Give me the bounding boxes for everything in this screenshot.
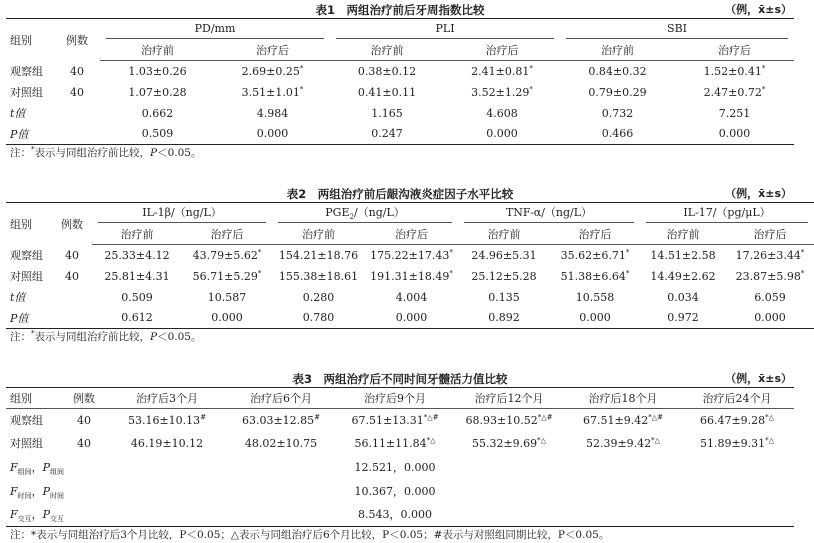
table-1 — [6, 2, 794, 161]
data-cell — [182, 308, 272, 329]
cell-value: 154.21±18.76 — [278, 248, 359, 262]
stats-value: 12.521，0.000 — [354, 460, 436, 474]
cell-value: 1.07±0.28 — [128, 85, 187, 99]
significance-mark: * — [449, 268, 453, 277]
significance-mark: * — [529, 84, 533, 93]
col-n-header: 例数 — [58, 388, 110, 409]
cell-value: 0.466 — [601, 127, 634, 141]
row-label: 对照组 — [10, 270, 43, 283]
subheader-cell: 治疗后 — [182, 224, 272, 245]
row-label: 观察组 — [10, 414, 43, 428]
cell-value: 0.780 — [302, 311, 335, 325]
cell-value: 67.51±9.42 — [583, 413, 649, 427]
data-cell — [444, 103, 560, 124]
stats-row — [6, 455, 794, 479]
subheader-cell: 治疗前 — [100, 40, 215, 61]
cell-value: 3.51±1.01 — [241, 85, 300, 99]
cell-value: 0.280 — [302, 290, 335, 304]
row-n — [54, 103, 100, 124]
group-header — [92, 203, 272, 224]
stat-p: P — [42, 508, 51, 522]
stats-empty — [452, 455, 794, 479]
cell-value: 0.509 — [121, 290, 153, 304]
stats-empty — [224, 479, 338, 503]
header-row — [6, 19, 794, 40]
significance-mark: *△ — [651, 435, 661, 444]
table-row — [6, 124, 794, 145]
cell-value: 175.22±17.43 — [370, 248, 450, 262]
cell-value: 0.662 — [141, 106, 174, 120]
subheader-cell: 治疗前 — [560, 40, 675, 61]
group-header-label: IL-1β/（ng/L） — [98, 203, 266, 223]
data-cell — [330, 103, 444, 124]
subheader-cell: 治疗后 — [726, 224, 814, 245]
data-cell — [100, 103, 215, 124]
data-cell — [675, 61, 794, 82]
data-cell — [560, 82, 675, 103]
cell-value: 43.79±5.62 — [192, 248, 258, 262]
stat-sep: ， — [31, 508, 43, 522]
significance-mark: * — [449, 248, 453, 257]
row-label: P值 — [6, 308, 52, 329]
data-cell — [566, 409, 680, 432]
data-cell — [100, 124, 215, 145]
significance-mark: * — [257, 248, 262, 257]
data-cell — [640, 245, 726, 266]
cell-value: 0.000 — [579, 311, 611, 325]
subheader-cell: 治疗前 — [330, 40, 444, 61]
row-n: 40 — [65, 248, 79, 262]
data-cell — [640, 266, 726, 287]
stat-f-sub: 时间 — [17, 491, 32, 500]
data-cell — [452, 432, 566, 455]
table-row — [6, 245, 814, 266]
group-header-label: PLI — [336, 19, 554, 39]
stat-f: F — [10, 484, 18, 498]
cell-value: 191.31±18.49 — [370, 269, 450, 283]
data-cell — [726, 308, 814, 329]
data-cell — [182, 245, 272, 266]
cell-value: 0.000 — [211, 311, 243, 325]
significance-mark: *△ — [765, 435, 775, 444]
stats-empty — [452, 503, 794, 527]
subheader-cell: 治疗后 — [444, 40, 560, 61]
row-label: 对照组 — [10, 437, 43, 450]
cell-value: 1.165 — [371, 106, 403, 120]
stat-p: P — [42, 460, 51, 474]
cell-value: 0.000 — [718, 127, 751, 141]
significance-mark: *△# — [648, 413, 663, 422]
group-header — [100, 19, 330, 40]
significance-mark: *△# — [423, 413, 439, 422]
group-header — [560, 19, 794, 40]
col-n-header: 例数 — [52, 203, 92, 245]
stat-f: F — [10, 460, 18, 474]
group-header: $PGE_2/(ng/L)$ — [272, 203, 458, 224]
stats-value: 10.367，0.000 — [354, 484, 436, 498]
cell-value: 17.26±3.44 — [735, 248, 801, 262]
cell-value: 0.892 — [488, 311, 520, 325]
cell-value: 0.972 — [667, 311, 699, 325]
data-cell — [182, 266, 272, 287]
significance-mark: *△ — [426, 435, 436, 444]
cell-value: 0.612 — [121, 311, 153, 325]
cell-value: 0.135 — [488, 290, 520, 304]
significance-mark: * — [761, 64, 766, 73]
data-cell — [680, 432, 794, 455]
subheader-cell: 治疗后6个月 — [224, 388, 338, 409]
data-cell — [444, 124, 560, 145]
row-n: 40 — [65, 269, 79, 283]
subheader-cell: 治疗前 — [92, 224, 182, 245]
table-row — [6, 61, 794, 82]
significance-mark: # — [200, 413, 207, 422]
table-row — [6, 103, 794, 124]
data-cell — [272, 308, 365, 329]
cell-value: 51.89±9.31 — [699, 436, 766, 450]
data-cell — [458, 245, 550, 266]
header-row — [6, 203, 814, 224]
data-cell — [100, 82, 215, 103]
table-2 — [6, 186, 805, 345]
data-cell — [550, 308, 640, 329]
subheader-cell: 治疗后 — [675, 40, 794, 61]
cell-value: 53.16±10.13 — [127, 413, 201, 427]
data-cell — [365, 287, 458, 308]
col-group-header: 组别 — [6, 388, 58, 409]
significance-mark: * — [257, 268, 262, 277]
data-cell — [338, 409, 452, 432]
row-label: 对照组 — [10, 86, 43, 99]
group-header — [458, 203, 640, 224]
significance-mark: *△ — [765, 413, 775, 422]
data-cell — [640, 287, 726, 308]
data-cell — [272, 266, 365, 287]
group-header-label: PD/mm — [106, 19, 324, 39]
data-cell — [224, 409, 338, 432]
table-row — [6, 409, 794, 432]
cell-value: 0.84±0.32 — [588, 64, 647, 78]
col-group-header: 组别 — [6, 203, 52, 245]
data-cell — [444, 82, 560, 103]
subheader-cell: 治疗后3个月 — [110, 388, 224, 409]
cell-value: 155.38±18.61 — [278, 269, 359, 283]
row-n: 40 — [77, 413, 91, 427]
data-cell — [92, 245, 182, 266]
cell-value: 7.251 — [718, 106, 751, 120]
table-1-grid — [6, 18, 794, 145]
cell-value: 66.47±9.28 — [699, 413, 766, 427]
data-cell — [330, 124, 444, 145]
data-cell — [365, 266, 458, 287]
data-cell — [458, 287, 550, 308]
cell-value: 0.247 — [371, 127, 403, 141]
data-cell — [550, 287, 640, 308]
cell-value: 6.059 — [754, 290, 786, 304]
data-cell — [215, 103, 330, 124]
data-cell — [458, 308, 550, 329]
subheader-cell: 治疗后 — [365, 224, 458, 245]
cell-value: 56.11±11.84 — [354, 436, 427, 450]
data-cell — [726, 266, 814, 287]
data-cell — [100, 61, 215, 82]
cell-value: 0.034 — [667, 290, 699, 304]
table-2-title: 表2 两组治疗前后龈沟液炎症因子水平比较 （例，x̄±s） — [286, 187, 792, 201]
stats-label — [6, 455, 224, 479]
data-cell — [272, 287, 365, 308]
cell-value: 1.52±0.41 — [703, 64, 762, 78]
group-header-label: TNF-α/（ng/L） — [464, 203, 634, 223]
table-1-title: 表1 两组治疗前后牙周指数比较 （例，x̄±s） — [315, 3, 792, 17]
cell-value: 0.41±0.11 — [357, 85, 417, 99]
cell-value: 35.62±6.71 — [560, 248, 626, 262]
subheader-row — [6, 224, 814, 245]
stat-sep: ， — [31, 460, 43, 474]
cell-value: 0.000 — [486, 127, 518, 141]
row-n: 40 — [77, 436, 91, 450]
group-header — [330, 19, 560, 40]
subheader-cell: 治疗后 — [215, 40, 330, 61]
stats-empty — [224, 503, 338, 527]
cell-value: 0.38±0.12 — [357, 64, 417, 78]
cell-value: 46.19±10.12 — [130, 436, 204, 450]
row-n — [54, 124, 100, 145]
data-cell — [92, 266, 182, 287]
significance-mark: * — [800, 268, 805, 277]
stats-empty — [224, 455, 338, 479]
subheader-cell: 治疗后12个月 — [452, 388, 566, 409]
table-3-title: 表3 两组治疗后不同时间牙髓活力值比较 （例，x̄±s） — [292, 372, 792, 386]
cell-value: 1.03±0.26 — [128, 64, 187, 78]
group-header — [640, 203, 814, 224]
cell-value: 14.51±2.58 — [650, 248, 716, 262]
significance-mark: * — [800, 248, 805, 257]
stats-row — [6, 503, 794, 527]
data-cell — [726, 245, 814, 266]
cell-value: 51.38±6.64 — [560, 269, 626, 283]
cell-value: 2.47±0.72 — [703, 85, 762, 99]
data-cell — [444, 61, 560, 82]
table-row — [6, 82, 794, 103]
table-2-grid — [6, 202, 814, 329]
data-cell — [215, 82, 330, 103]
stats-label — [6, 479, 224, 503]
stat-f: F — [10, 508, 18, 522]
subheader-cell: 治疗前 — [272, 224, 365, 245]
significance-mark: * — [761, 84, 766, 93]
cell-value: 23.87±5.98 — [735, 269, 801, 283]
cell-value: 55.32±9.69 — [471, 436, 538, 450]
data-cell — [365, 245, 458, 266]
subheader-cell: 治疗前 — [458, 224, 550, 245]
row-n — [52, 287, 92, 308]
row-label: 观察组 — [10, 249, 43, 262]
subheader-cell: 治疗前 — [640, 224, 726, 245]
data-cell — [110, 409, 224, 432]
significance-mark: *△# — [537, 413, 553, 422]
row-label: t值 — [10, 291, 26, 304]
row-n — [52, 308, 92, 329]
row-label: P值 — [6, 124, 54, 145]
data-cell — [550, 245, 640, 266]
stat-p-sub: 组间 — [50, 467, 65, 476]
stats-label — [6, 503, 224, 527]
col-group-header: 组别 — [6, 19, 54, 61]
table-3-note: 注：*表示与同组治疗后3个月比较，P＜0.05；△表示与同组治疗后6个月比较，P＜0.05；#表示与对照组同期比较，P＜0.05。 — [10, 529, 610, 541]
cell-value: 63.03±12.85 — [241, 413, 315, 427]
subheader-row — [6, 40, 794, 61]
cell-value: 67.51±13.31 — [351, 413, 424, 427]
table-row — [6, 287, 814, 308]
data-cell — [726, 287, 814, 308]
cell-value: 14.49±2.62 — [650, 269, 716, 283]
cell-value: 0.000 — [395, 311, 428, 325]
cell-value: 24.96±5.31 — [471, 248, 537, 262]
table-row — [6, 308, 814, 329]
row-n: 40 — [70, 64, 84, 78]
data-cell — [566, 432, 680, 455]
stat-f-sub: 组间 — [17, 467, 32, 476]
group-header-label: SBI — [566, 19, 788, 39]
cell-value: 0.509 — [141, 127, 174, 141]
table-1-note: 注：*表示与同组治疗前比较，P＜0.05。 — [10, 145, 202, 159]
cell-value: 0.79±0.29 — [588, 85, 647, 99]
data-cell — [560, 61, 675, 82]
data-cell — [215, 124, 330, 145]
data-cell — [182, 287, 272, 308]
data-cell — [560, 103, 675, 124]
stats-empty — [452, 479, 794, 503]
stat-f-sub: 交互 — [17, 515, 32, 524]
stats-value: 8.543，0.000 — [338, 503, 452, 527]
stat-p-sub: 时间 — [50, 491, 65, 500]
significance-mark: * — [299, 64, 304, 73]
significance-mark: * — [529, 64, 533, 73]
table-2-note: 注：*表示与同组治疗前比较，P＜0.05。 — [10, 329, 202, 343]
significance-mark: * — [625, 248, 630, 257]
cell-value: 0.000 — [754, 311, 786, 325]
cell-value: 4.984 — [256, 106, 289, 120]
data-cell — [675, 103, 794, 124]
row-label: t值 — [10, 107, 26, 120]
data-cell — [550, 266, 640, 287]
significance-mark: # — [314, 413, 321, 422]
cell-value: 25.33±4.12 — [104, 248, 170, 262]
header-row — [6, 388, 794, 409]
group-header-label: IL-17/（pg/μL） — [646, 203, 808, 223]
table-row — [6, 266, 814, 287]
data-cell — [640, 308, 726, 329]
subheader-cell: 治疗后18个月 — [566, 388, 680, 409]
cell-value: 4.004 — [395, 290, 428, 304]
data-cell — [458, 266, 550, 287]
stat-p-sub: 交互 — [50, 515, 65, 524]
table-3-unit: （例，x̄±s） — [725, 372, 792, 385]
cell-value: 48.02±10.75 — [244, 436, 318, 450]
subheader-cell: 治疗后9个月 — [338, 388, 452, 409]
data-cell — [224, 432, 338, 455]
data-cell — [560, 124, 675, 145]
cell-value: 25.81±4.31 — [104, 269, 170, 283]
data-cell — [92, 308, 182, 329]
cell-value: 2.41±0.81 — [471, 64, 530, 78]
stat-sep: ， — [31, 484, 43, 498]
table-3 — [6, 371, 794, 543]
significance-mark: * — [625, 268, 630, 277]
data-cell — [110, 432, 224, 455]
stat-p: P — [42, 484, 51, 498]
cell-value: 2.69±0.25 — [241, 64, 300, 78]
cell-value: 4.608 — [486, 106, 518, 120]
cell-value: 10.558 — [575, 290, 615, 304]
data-cell — [330, 82, 444, 103]
subheader-cell: 治疗后24个月 — [680, 388, 794, 409]
data-cell — [675, 124, 794, 145]
data-cell — [675, 82, 794, 103]
row-n: 40 — [70, 85, 84, 99]
cell-value: 0.732 — [601, 106, 634, 120]
row-label: 观察组 — [10, 65, 43, 78]
data-cell — [215, 61, 330, 82]
data-cell — [272, 245, 365, 266]
significance-mark: *△ — [537, 435, 547, 444]
cell-value: 52.39±9.42 — [585, 436, 652, 450]
data-cell — [338, 432, 452, 455]
data-cell — [365, 308, 458, 329]
subheader-cell: 治疗后 — [550, 224, 640, 245]
table-3-grid — [6, 387, 794, 527]
col-n-header: 例数 — [54, 19, 100, 61]
stats-row — [6, 479, 794, 503]
cell-value: 25.12±5.28 — [471, 269, 537, 283]
cell-value: 3.52±1.29 — [471, 85, 530, 99]
cell-value: 10.587 — [207, 290, 247, 304]
cell-value: 0.000 — [256, 127, 289, 141]
table-row — [6, 432, 794, 455]
table-1-unit: （例，x̄±s） — [725, 3, 792, 16]
data-cell — [452, 409, 566, 432]
data-cell — [92, 287, 182, 308]
cell-value: 56.71±5.29 — [192, 269, 258, 283]
table-2-unit: （例，x̄±s） — [725, 187, 792, 200]
cell-value: 68.93±10.52 — [465, 413, 538, 427]
data-cell — [330, 61, 444, 82]
significance-mark: * — [299, 84, 304, 93]
data-cell — [680, 409, 794, 432]
